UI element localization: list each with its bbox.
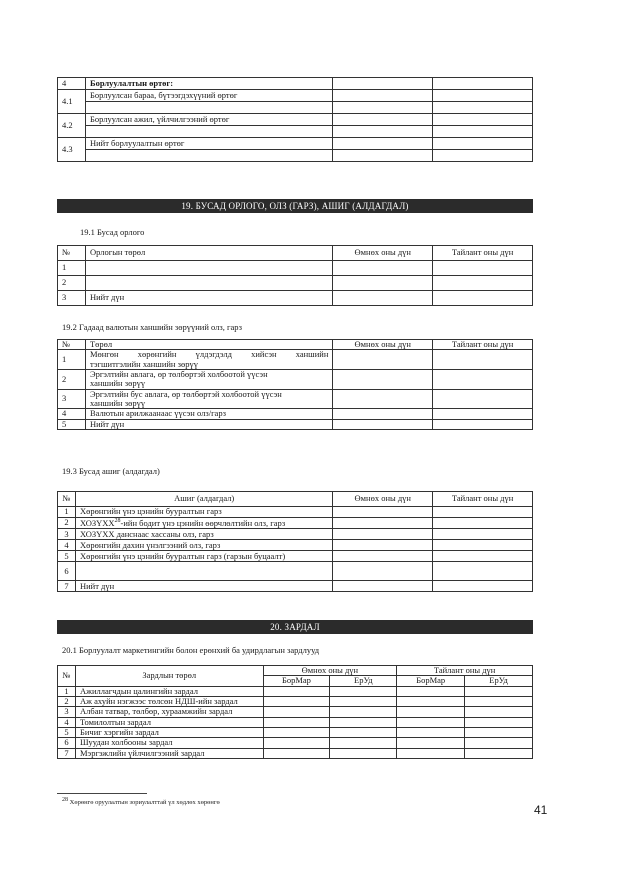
table-row: 6 Шуудан холбооны зардал xyxy=(58,738,533,748)
table-row: 4 Валютын арилжаанаас үүсэн олз/гарз xyxy=(58,409,533,419)
header-prev: Өмнөх оны дүн xyxy=(333,246,433,261)
header-curr: Тайлант оны дүн xyxy=(433,246,533,261)
table-row: 3 Эргэлтийн бус авлага, өр төлбөртэй холбоотой үүсэн xyxy=(58,389,533,399)
table-row: ханшийн зөрүү xyxy=(58,379,533,389)
footnote-mark: 28 xyxy=(62,797,68,803)
table-row xyxy=(58,114,533,126)
table-header-row: БорМар ЕрУд БорМар ЕрУд xyxy=(58,676,533,686)
table-row: 6 xyxy=(58,562,533,581)
row-number: 4.1 xyxy=(58,90,86,114)
table-row: тэгшитгэлийн ханшийн зөрүү xyxy=(58,360,533,370)
table-row: 1 Ажиллагчдын цалингийн зардал xyxy=(58,686,533,696)
table-row: ханшийн зөрүү xyxy=(58,399,533,409)
cost-of-sales-table xyxy=(57,77,533,162)
table-row: 7 Мэргэжлийн үйлчилгээний зардал xyxy=(58,748,533,758)
row-label: Нийт борлуулалтын өртөг xyxy=(85,138,333,150)
table-row: 1 xyxy=(58,261,533,276)
row-label: Борлуулалтын өртөг: xyxy=(85,78,333,90)
row-number: 4 xyxy=(58,78,86,90)
footnote-text: Хөрөнгө оруулалтын зориулалттай үл хөдлөх хөрөнгө xyxy=(69,799,220,807)
table-row: 2 xyxy=(58,276,533,291)
table-header-row xyxy=(58,246,533,261)
section-19-banner: 19. БУСАД ОРЛОГО, ОЛЗ (ГАРЗ), АШИГ (АЛДАГДАЛ) xyxy=(57,199,533,213)
caption-19-1: 19.1 Бусад орлого xyxy=(80,227,145,237)
table-header-row: № Зардлын төрөл Өмнөх оны дүн Тайлант оны дүн xyxy=(58,666,533,676)
table-row: 4 Хөрөнгийн дахин үнэлгээний олз, гарз xyxy=(58,540,533,551)
row-label: Борлуулсан бараа, бүтээгдэхүүний өртөг xyxy=(85,90,333,102)
footnote-mark: 28 xyxy=(114,518,121,524)
footnote-divider xyxy=(57,793,147,794)
table-row xyxy=(58,102,533,114)
caption-19-2: 19.2 Гадаад валютын ханшийн зөрүүний олз, гарз xyxy=(62,322,242,332)
header-num: № xyxy=(58,246,86,261)
table-row: 1 Мөнгөн хөрөнгийн үлдэгдэлд хийсэн ханшийн xyxy=(58,350,533,360)
table-row xyxy=(58,78,533,90)
table-row xyxy=(58,90,533,102)
table-row: 7 Нийт дүн xyxy=(58,581,533,592)
other-income-table xyxy=(57,245,533,306)
section-20-banner: 20. ЗАРДАЛ xyxy=(57,620,533,634)
row-number: 4.3 xyxy=(58,138,86,162)
table-row xyxy=(58,138,533,150)
row-number: 4.2 xyxy=(58,114,86,138)
caption-20-1: 20.1 Борлуулалт маркетингийн болон ерөнхий ба удирдлагын зардлууд xyxy=(62,645,320,655)
table-row: 2 Эргэлтийн авлага, өр төлбөртэй холбоотой үүсэн xyxy=(58,370,533,380)
table-row: 2 ХОЗҮХХ$^{28}$-ийн бодит үнэ цэнийн өөрчлөлтийн олз, гарз xyxy=(58,518,533,529)
table-row: 5 Бичиг хэргийн зардал xyxy=(58,728,533,738)
table-row: 1 Хөрөнгийн үнэ цэнийн бууралтын гарз xyxy=(58,507,533,518)
table-row: 4 Томилолтын зардал xyxy=(58,717,533,727)
table-row: 3 Албан татвар, төлбөр, хураамжийн зардал xyxy=(58,707,533,717)
table-header-row: № Төрөл Өмнөх оны дүн Тайлант оны дүн xyxy=(58,340,533,350)
table-header-row: № Ашиг (алдагдал) Өмнөх оны дүн Тайлант оны дүн xyxy=(58,492,533,507)
header-type: Орлогын төрөл xyxy=(85,246,332,261)
table-row: 5 Хөрөнгийн үнэ цэнийн бууралтын гарз (гарзын буцаалт) xyxy=(58,551,533,562)
page-number: 41 xyxy=(534,803,548,817)
other-profit-table xyxy=(57,491,533,592)
table-row: 3 Нийт дүн xyxy=(58,291,533,306)
row-label: Борлуулсан ажил, үйлчилгээний өртөг xyxy=(85,114,333,126)
caption-19-3: 19.3 Бусад ашиг (алдагдал) xyxy=(62,466,160,476)
expenses-table xyxy=(57,665,533,759)
table-row: 5 Нийт дүн xyxy=(58,419,533,429)
table-row: 3 ХОЗҮХХ данснаас хассаны олз, гарз xyxy=(58,529,533,540)
table-row: 2 Аж ахуйн нэгжээс төлсөн НДШ-ийн зардал xyxy=(58,697,533,707)
table-row xyxy=(58,126,533,138)
fx-gain-loss-table xyxy=(57,339,533,430)
table-row xyxy=(58,150,533,162)
footnote xyxy=(62,797,220,806)
